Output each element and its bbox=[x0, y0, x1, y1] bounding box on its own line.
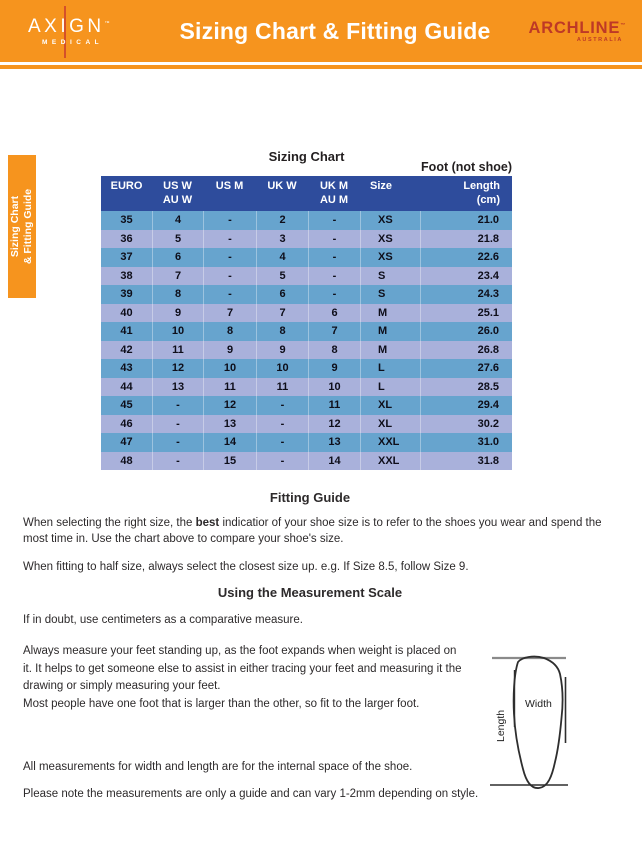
table-cell: 22.6 bbox=[420, 248, 512, 267]
measurements-note-1: All measurements for width and length are for the internal space of the shoe. bbox=[23, 761, 413, 773]
table-cell: 4 bbox=[256, 248, 308, 267]
table-cell: 39 bbox=[120, 288, 133, 300]
table-cell: - bbox=[203, 248, 256, 267]
measurement-paragraph-1: If in doubt, use centimeters as a comparative measure. bbox=[23, 614, 303, 626]
table-cell: 13 bbox=[152, 378, 203, 397]
table-cell: 11 bbox=[152, 341, 203, 360]
archline-wordmark bbox=[498, 19, 626, 38]
table-cell: 43 bbox=[120, 362, 133, 374]
p1-text-bold: best bbox=[195, 517, 220, 529]
table-cell: XS bbox=[360, 230, 420, 249]
table-cell: - bbox=[152, 396, 203, 415]
table-cell: 9 bbox=[308, 359, 360, 378]
table-cell: 6 bbox=[308, 304, 360, 323]
table-cell: XL bbox=[360, 415, 420, 434]
archline-subtitle: AUSTRALIA bbox=[576, 37, 623, 43]
side-tab bbox=[8, 155, 36, 298]
table-row bbox=[101, 341, 512, 360]
fitting-guide-heading: Fitting Guide bbox=[269, 490, 351, 505]
sizing-table-body bbox=[101, 211, 512, 470]
table-cell: S bbox=[360, 285, 420, 304]
table-cell: - bbox=[256, 415, 308, 434]
table-cell: 6 bbox=[256, 285, 308, 304]
table-cell: - bbox=[308, 211, 360, 230]
axign-tm-mark: ™ bbox=[104, 20, 110, 27]
sizing-chart-title: Sizing Chart bbox=[268, 149, 345, 164]
table-cell: - bbox=[308, 267, 360, 286]
table-cell: 30.2 bbox=[420, 415, 512, 434]
table-cell: 37 bbox=[120, 251, 133, 263]
table-cell: 15 bbox=[203, 452, 256, 471]
table-cell: 10 bbox=[203, 359, 256, 378]
table-cell: 47 bbox=[120, 436, 133, 448]
table-cell: 26.8 bbox=[420, 341, 512, 360]
table-cell: - bbox=[308, 248, 360, 267]
table-cell: 10 bbox=[152, 322, 203, 341]
archline-name: ARCHLINE bbox=[528, 19, 621, 37]
table-cell: 21.0 bbox=[420, 211, 512, 230]
table-cell: 5 bbox=[152, 230, 203, 249]
table-cell: S bbox=[360, 267, 420, 286]
table-cell: 36 bbox=[120, 232, 133, 245]
axign-subtitle: MEDICAL bbox=[42, 39, 104, 46]
page-title: Sizing Chart & Fitting Guide bbox=[179, 17, 491, 44]
table-cell: 27.6 bbox=[420, 359, 512, 378]
table-cell: 12 bbox=[308, 415, 360, 434]
p1-text-after: indicatior of your shoe size is to refer to the shoes you wear and spend the most time in. Use the chart above to compare your shoe's size. bbox=[23, 517, 602, 545]
table-cell: 8 bbox=[308, 341, 360, 360]
table-cell: - bbox=[308, 285, 360, 304]
table-cell: 2 bbox=[256, 211, 308, 230]
fitting-guide-paragraph-2: When fitting to half size, always select the closest size up. e.g. If Size 8.5, follow Size 9. bbox=[23, 561, 469, 573]
table-cell: 23.4 bbox=[420, 267, 512, 286]
column-header: UK M AU M bbox=[319, 180, 349, 206]
table-row bbox=[101, 285, 512, 304]
table-cell: 10 bbox=[256, 359, 308, 378]
table-cell: M bbox=[360, 322, 420, 341]
archline-tm-mark: ™ bbox=[620, 22, 626, 29]
table-row bbox=[101, 415, 512, 434]
table-cell: - bbox=[203, 211, 256, 230]
table-cell: XXL bbox=[360, 452, 420, 471]
table-cell: 7 bbox=[203, 304, 256, 323]
table-cell: 45 bbox=[120, 399, 133, 411]
table-cell: 4 bbox=[152, 211, 203, 230]
p1-text-before: When selecting the right size, the bbox=[23, 517, 196, 529]
table-cell: M bbox=[360, 341, 420, 360]
measurement-paragraph-3: Most people have one foot that is larger than the other, so fit to the larger foot. bbox=[23, 698, 420, 710]
table-cell: - bbox=[203, 267, 256, 286]
side-tab-label bbox=[8, 155, 36, 298]
table-cell: 5 bbox=[256, 267, 308, 286]
sizing-table-header bbox=[101, 176, 512, 211]
table-row bbox=[101, 211, 512, 230]
table-cell: 25.1 bbox=[420, 304, 512, 323]
table-cell: - bbox=[152, 452, 203, 471]
table-row bbox=[101, 378, 512, 397]
table-cell: 3 bbox=[256, 230, 308, 249]
table-cell: XS bbox=[360, 211, 420, 230]
table-row bbox=[101, 248, 512, 267]
table-cell: - bbox=[308, 230, 360, 249]
table-row bbox=[101, 433, 512, 452]
table-cell: XXL bbox=[360, 433, 420, 452]
table-cell: 21.8 bbox=[420, 230, 512, 249]
table-row bbox=[101, 359, 512, 378]
archline-logo bbox=[498, 19, 626, 43]
table-cell: 12 bbox=[203, 396, 256, 415]
table-cell: 11 bbox=[308, 396, 360, 415]
table-row bbox=[101, 304, 512, 323]
table-cell: 9 bbox=[256, 341, 308, 360]
table-cell: 44 bbox=[120, 380, 133, 393]
table-cell: 38 bbox=[120, 269, 133, 282]
column-header: EURO bbox=[110, 180, 143, 192]
foot-diagram bbox=[486, 650, 590, 792]
table-cell: 7 bbox=[308, 322, 360, 341]
table-cell: XL bbox=[360, 396, 420, 415]
table-cell: 9 bbox=[152, 304, 203, 323]
table-row bbox=[101, 452, 512, 471]
foot-outline bbox=[514, 657, 563, 788]
table-cell: 6 bbox=[152, 248, 203, 267]
table-cell: 26.0 bbox=[420, 322, 512, 341]
column-header: Size bbox=[370, 180, 393, 192]
table-cell: 31.0 bbox=[420, 433, 512, 452]
table-cell: - bbox=[256, 396, 308, 415]
table-cell: 14 bbox=[308, 452, 360, 471]
table-cell: 8 bbox=[203, 322, 256, 341]
table-cell: L bbox=[360, 359, 420, 378]
side-tab-line1: Sizing Chart bbox=[9, 195, 21, 258]
table-cell: 12 bbox=[152, 359, 203, 378]
table-cell: 8 bbox=[256, 322, 308, 341]
table-cell: 7 bbox=[152, 267, 203, 286]
table-cell: 48 bbox=[120, 454, 133, 467]
table-cell: 46 bbox=[120, 417, 133, 430]
table-cell: 24.3 bbox=[420, 285, 512, 304]
table-cell: - bbox=[152, 415, 203, 434]
table-cell: 11 bbox=[256, 378, 308, 397]
column-header: US W AU W bbox=[162, 180, 193, 206]
table-cell: 29.4 bbox=[420, 396, 512, 415]
measurements-note-2: Please note the measurements are only a guide and can vary 1-2mm depending on style. bbox=[23, 788, 479, 800]
table-cell: 28.5 bbox=[420, 378, 512, 397]
column-header: UK W bbox=[267, 180, 297, 192]
table-row bbox=[101, 267, 512, 286]
sizing-table bbox=[101, 176, 512, 470]
table-cell: 13 bbox=[203, 415, 256, 434]
measurement-heading: Using the Measurement Scale bbox=[217, 585, 403, 600]
table-cell: 42 bbox=[120, 343, 133, 356]
table-cell: - bbox=[256, 433, 308, 452]
measurement-paragraph-2: Always measure your feet standing up, as the foot expands when weight is placed on it. It helps to get someone else to assist in either tracing your feet and measuring it the drawing or simply measuring your feet. bbox=[23, 645, 462, 692]
column-header: US M bbox=[215, 180, 244, 192]
table-cell: 31.8 bbox=[420, 452, 512, 471]
axign-name: AXIGN bbox=[28, 16, 105, 37]
table-cell: 11 bbox=[203, 378, 256, 397]
table-row bbox=[101, 230, 512, 249]
table-cell: M bbox=[360, 304, 420, 323]
foot-note: Foot (not shoe) bbox=[421, 160, 512, 174]
table-cell: XS bbox=[360, 248, 420, 267]
table-cell: 9 bbox=[203, 341, 256, 360]
header-banner bbox=[0, 0, 642, 62]
table-cell: 13 bbox=[308, 433, 360, 452]
table-cell: 10 bbox=[308, 378, 360, 397]
table-cell: - bbox=[152, 433, 203, 452]
table-cell: 7 bbox=[256, 304, 308, 323]
table-cell: - bbox=[203, 230, 256, 249]
banner-rule bbox=[0, 65, 642, 69]
side-tab-line2: & Fitting Guide bbox=[22, 188, 34, 265]
axign-wordmark bbox=[28, 16, 178, 38]
table-cell: L bbox=[360, 378, 420, 397]
table-cell: 35 bbox=[120, 214, 133, 226]
table-cell: - bbox=[203, 285, 256, 304]
foot-diagram-svg bbox=[486, 650, 590, 792]
table-row bbox=[101, 396, 512, 415]
axign-logo bbox=[28, 16, 178, 46]
table-cell: - bbox=[256, 452, 308, 471]
width-label: Width bbox=[525, 698, 552, 710]
table-row bbox=[101, 322, 512, 341]
table-cell: 14 bbox=[203, 433, 256, 452]
column-header: Length (cm) bbox=[463, 180, 500, 206]
table-cell: 8 bbox=[152, 285, 203, 304]
fitting-guide-paragraph-1 bbox=[23, 516, 625, 547]
table-cell: 40 bbox=[120, 306, 133, 319]
table-cell: 41 bbox=[120, 325, 133, 337]
length-label: Length bbox=[495, 709, 507, 742]
